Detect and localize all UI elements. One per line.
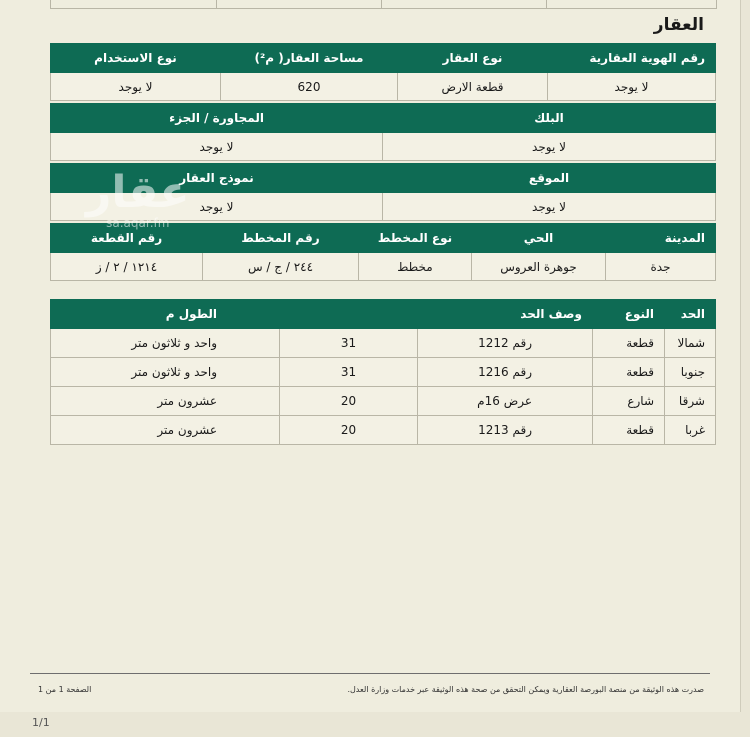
- boundary-direction: جنوبا: [665, 358, 716, 387]
- value-city: جدة: [606, 253, 716, 281]
- boundary-description: رقم 1216: [418, 358, 593, 387]
- value-property-id: لا يوجد: [548, 73, 716, 101]
- plan-table: [50, 223, 716, 281]
- table-row: [51, 416, 716, 445]
- value-property-model: لا يوجد: [51, 193, 383, 221]
- boundary-length-number: 31: [280, 358, 418, 387]
- header-neighborhood-part: المجاورة / الجزء: [51, 104, 383, 133]
- header-property-type: نوع العقار: [398, 44, 548, 73]
- table-row: [51, 358, 716, 387]
- block-table: [50, 103, 716, 161]
- boundary-description: رقم 1213: [418, 416, 593, 445]
- boundary-description: عرض 16م: [418, 387, 593, 416]
- boundary-length-number: 31: [280, 329, 418, 358]
- header-plot-number: رقم القطعة: [51, 224, 203, 253]
- header-boundary-description: وصف الحد: [418, 300, 593, 329]
- value-property-type: قطعة الارض: [398, 73, 548, 101]
- boundary-kind: شارع: [593, 387, 665, 416]
- header-location: الموقع: [383, 164, 716, 193]
- watermark-url: sa.aqar.fm: [106, 216, 170, 230]
- value-plan-type: مخطط: [359, 253, 472, 281]
- header-block: البلك: [383, 104, 716, 133]
- header-length: الطول م: [51, 300, 280, 329]
- watermark-logo: عقار: [86, 167, 190, 218]
- header-district: الحي: [472, 224, 606, 253]
- boundary-kind: قطعة: [593, 416, 665, 445]
- header-property-id: رقم الهوية العقارية: [548, 44, 716, 73]
- header-area: مساحة العقار( م²): [221, 44, 398, 73]
- footer-note: صدرت هذه الوثيقة من منصة البورصة العقارية ويمكن التحقق من صحة هذه الوثيقة عبر خدمات وزارة العدل.: [347, 685, 704, 694]
- boundary-length-words: واحد و ثلاثون متر: [51, 358, 280, 387]
- boundary-kind: قطعة: [593, 358, 665, 387]
- boundary-kind: قطعة: [593, 329, 665, 358]
- header-boundary: الحد: [665, 300, 716, 329]
- boundary-direction: شرقا: [665, 387, 716, 416]
- property-info-table: [50, 43, 716, 101]
- header-city: المدينة: [606, 224, 716, 253]
- value-location: لا يوجد: [383, 193, 716, 221]
- footer-page-number: الصفحة 1 من 1: [38, 685, 92, 694]
- section-title: العقار: [653, 15, 704, 35]
- aqar-watermark: [86, 167, 190, 230]
- value-block: لا يوجد: [383, 133, 716, 161]
- previous-table-edge: [50, 0, 717, 9]
- value-neighborhood-part: لا يوجد: [51, 133, 383, 161]
- header-property-model: نموذج العقار: [51, 164, 383, 193]
- header-usage-type: نوع الاستخدام: [51, 44, 221, 73]
- boundary-direction: شمالا: [665, 329, 716, 358]
- footer-divider: [30, 673, 710, 674]
- boundary-length-number: 20: [280, 416, 418, 445]
- boundary-length-words: واحد و ثلاثون متر: [51, 329, 280, 358]
- boundary-length-words: عشرون متر: [51, 387, 280, 416]
- value-area: 620: [221, 73, 398, 101]
- table-row: [51, 329, 716, 358]
- boundaries-table: [50, 299, 716, 445]
- header-kind: النوع: [593, 300, 665, 329]
- boundary-length-number: 20: [280, 387, 418, 416]
- value-district: جوهرة العروس: [472, 253, 606, 281]
- boundary-direction: غربا: [665, 416, 716, 445]
- boundary-length-words: عشرون متر: [51, 416, 280, 445]
- value-usage-type: لا يوجد: [51, 73, 221, 101]
- table-row: [51, 387, 716, 416]
- value-plot-number: ١٢١٤ / ٢ / ز: [51, 253, 203, 281]
- header-plan-type: نوع المخطط: [359, 224, 472, 253]
- header-plan-number: رقم المخطط: [203, 224, 359, 253]
- viewer-page-counter: 1/1: [32, 716, 50, 729]
- value-plan-number: ٢٤٤ / ج / س: [203, 253, 359, 281]
- boundary-description: رقم 1212: [418, 329, 593, 358]
- header-length-value: [280, 300, 418, 329]
